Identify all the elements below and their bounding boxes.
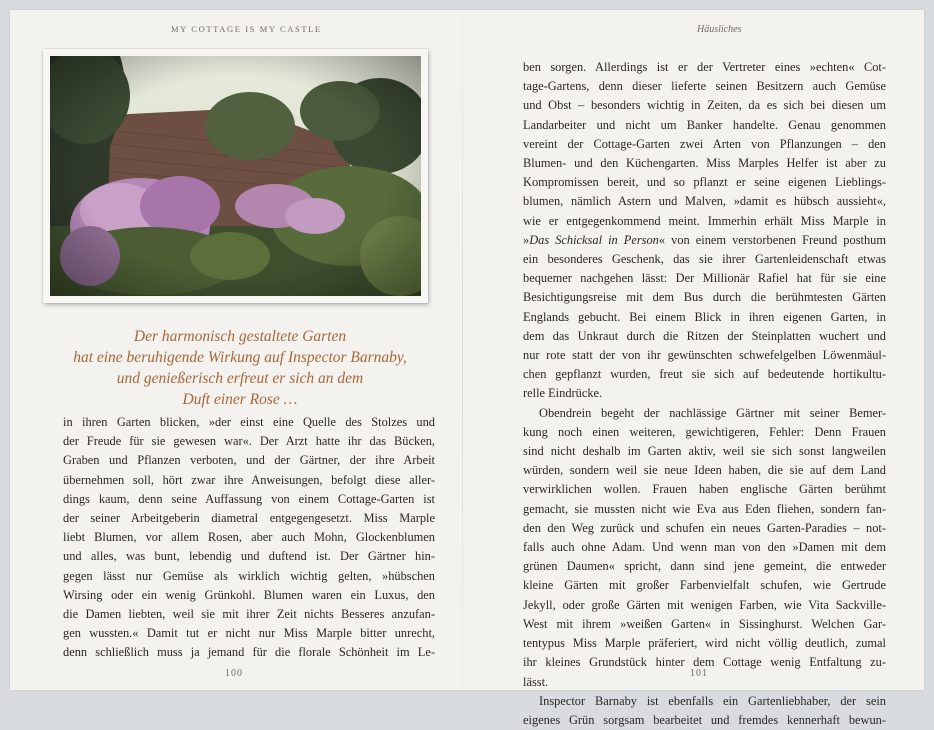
text-line: in ihren Garten blicken, »der einst eine Quelle des Stolzes und — [63, 415, 435, 429]
text-line: Inspector Barnaby ist ebenfalls ein Gartenliebhaber, der sein — [539, 693, 886, 708]
text-line: wie er entgegenkommend meint. Immerhin erhält Miss Marple in — [523, 213, 886, 228]
text-line: die Damen liebten, weil sie mit ihrer Zeit nichts Besseres anzufan- — [63, 607, 435, 622]
text-line: Kompromissen bereit, und so pflanzt er seine eigenen Lieblings- — [523, 175, 886, 190]
text-line: gegen lässt nur Gemüse als wirklich wichtig gelten, »hübschen — [63, 568, 435, 583]
garden-photo — [50, 56, 421, 296]
page-number-left: 100 — [225, 668, 243, 679]
text-line-with-title — [523, 231, 886, 250]
text-line: tentypus Miss Marple präferiert, wird nicht völlig deutlich, zumal — [523, 636, 886, 651]
text-line: vereint der Cottage-Garten zwei Arten von Pflanzungen – den — [523, 136, 886, 151]
page-number-right: 101 — [690, 668, 708, 679]
garden-photo-frame — [43, 49, 428, 303]
text-line: Graben und Pflanzen verboten, und der Gärtner, der ihre Arbeit — [63, 453, 435, 468]
text-line: verwirklichen wollen. Frauen haben englische Gärten berühmt — [523, 482, 886, 497]
text-line: gen wussten.« Damit tut er nicht nur Miss Marple bitter unrecht, — [63, 626, 435, 641]
text-line: kleine Gärten mit großer Farbenvielfalt schufen, wie Gertrude — [523, 578, 886, 593]
left-page — [10, 10, 472, 690]
text-line: bequemer nachgehen lässt: Der Millionär Rafiel hat für sie eine — [523, 271, 886, 286]
text-line: Obendrein begeht der nachlässige Gärtner mit seiner Bemer- — [539, 405, 886, 420]
text-line: grünen Daumen« spricht, dann sind jene gemeint, die entweder — [523, 559, 886, 574]
text-line: dem das Unkraut durch die Ritzen der Steinplatten wuchert und — [523, 328, 886, 343]
text-line: übernehmen soll, hört zwar ihre Anweisungen, befolgt diese aller- — [63, 472, 435, 487]
garden-photo-image — [50, 56, 421, 296]
text-line: ein besonderes Geschenk, das sie ihrer Gartenleidenschaft etwas — [523, 252, 886, 267]
text-line: der Freude für sie gewesen war«. Der Arzt hatte ihr das Bücken, — [63, 434, 435, 449]
text-line: und Obst – besonders wichtig in Zeiten, da es sich bei diesen um — [523, 98, 886, 113]
text-fragment: « von einem verstorbenen Freund posthum — [658, 232, 886, 247]
running-head-left: MY COTTAGE IS MY CASTLE — [171, 24, 322, 34]
photo-caption — [70, 326, 410, 410]
text-line: Besichtigungsreise mit dem Bus durch die berühmtesten Gärten — [523, 290, 886, 305]
caption-line: und genießerisch erfreut er sich an dem — [116, 370, 364, 387]
text-line: den den Weg zurück und schufen ein neues Garten-Paradies – not- — [523, 520, 886, 535]
text-line: gemacht, sie mussten nicht wie Eva aus Eden fliehen, sondern fan- — [523, 501, 886, 516]
caption-line: Duft einer Rose … — [182, 391, 298, 408]
text-line: ben sorgen. Allerdings ist er der Vertreter eines »echten« Cot- — [523, 60, 886, 74]
text-line: chen gepflanzt wurden, freut sie sich auf bedeutende hortikultu- — [523, 367, 886, 382]
text-line: kung noch einen weiteren, gewichtigeren, Fehler: Denn Frauen — [523, 424, 886, 439]
text-line: nur rote statt der von ihr gewünschten schwefelgelben Löwenmäul- — [523, 348, 886, 363]
running-head-right: Häusliches — [697, 24, 742, 35]
book-title: Das Schicksal in Person — [529, 232, 659, 247]
text-line: und alles, was bunt, lebendig und duftend ist. Der Gärtner hin- — [63, 549, 435, 564]
text-line: tage-Gartens, denn dieser lieferte seinen Besitzern auch Gemüse — [523, 79, 886, 94]
right-page — [473, 10, 924, 727]
text-line: eigenes Grün sorgsam bearbeitet und fremdes kennerhaft bewun- — [523, 712, 886, 727]
text-line: West mit ihrem »weißen Garten« in Sissinghurst. Welchen Gar- — [523, 616, 886, 631]
text-line: liebt Blumen, vor allem Rosen, aber auch Mohn, Glockenblumen — [63, 530, 435, 545]
text-line: Landarbeiter und nicht um Banker handelte. Genau genommen — [523, 117, 886, 132]
text-line: Jekyll, oder große Gärten mit wenigen Farben, wie Vita Sackville- — [523, 597, 886, 612]
text-line: würden, sondern weil sie neue Ideen haben, die sie auf dem Land — [523, 463, 886, 478]
text-line: denn schließlich muss ja jemand für die florale Schönheit im Le- — [63, 645, 435, 660]
text-line: der seiner Arbeitgeberin diametral entgegengesetzt. Miss Marple — [63, 511, 435, 526]
text-line: dings kaum, denn seine Auffassung von einem Cottage-Garten ist — [63, 491, 435, 506]
quote-mark: » — [523, 232, 530, 247]
text-line: ihr kleines Grundstück hinter dem Cottage wenig Entfaltung zu- — [523, 655, 886, 670]
book-gutter — [462, 10, 463, 690]
caption-line: Der harmonisch gestaltete Garten — [133, 328, 347, 345]
book-spread — [10, 10, 924, 727]
caption-line: hat eine beruhigende Wirkung auf Inspector Barnaby, — [73, 349, 407, 366]
text-line: sind nicht deshalb im Garten aktiv, weil sie sich sonst langweilen — [523, 444, 886, 459]
text-line: Wirsing oder ein wenig Grünkohl. Blumen waren ein Luxus, den — [63, 587, 435, 602]
text-line: blumen, nämlich Astern und Malven, »damit es hübsch aussieht«, — [523, 194, 886, 209]
body-text-left — [63, 413, 435, 663]
text-line: lässt. — [523, 674, 549, 689]
text-line: Englands gebucht. Bei einem Blick in ihren eigenen Garten, in — [523, 309, 886, 324]
body-text-right — [523, 58, 886, 730]
text-line: falls auch ohne Adam. Und wenn man von den »Damen mit dem — [523, 540, 886, 555]
text-line: Blumen- und den Küchengarten. Miss Marples Helfer ist aber zu — [523, 156, 886, 171]
text-line: relle Eindrücke. — [523, 386, 603, 401]
